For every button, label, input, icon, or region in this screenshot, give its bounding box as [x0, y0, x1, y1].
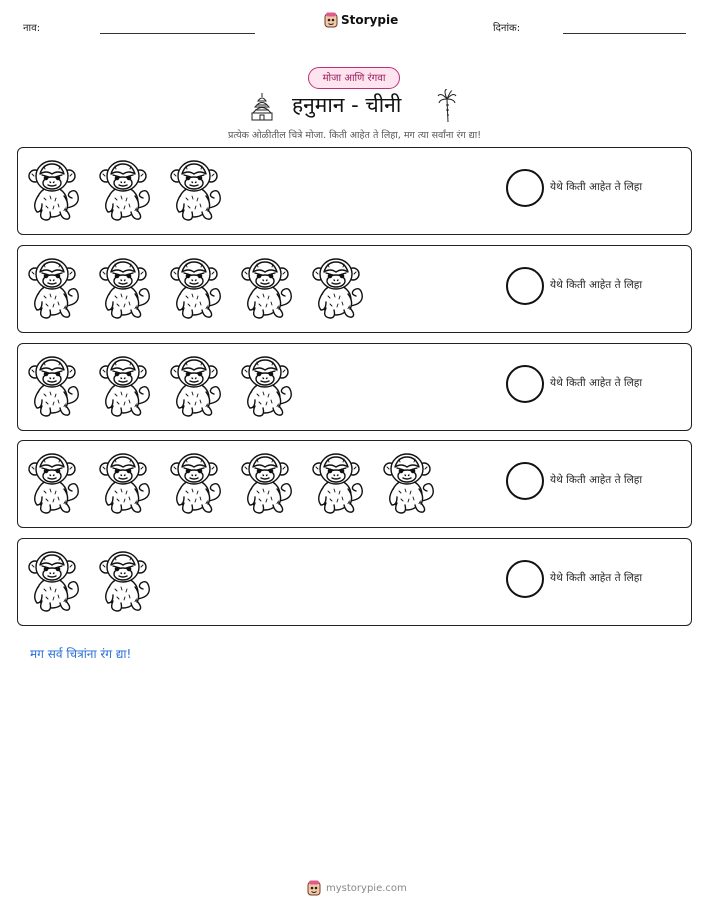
monkey-icon	[170, 156, 227, 222]
page-title: हनुमान - चीनी	[292, 93, 402, 117]
answer-circle[interactable]	[506, 560, 544, 598]
answer-label: येथे किती आहेत ते लिहा	[550, 572, 643, 584]
monkey-group	[28, 254, 369, 320]
date-label: दिनांक:	[493, 23, 521, 34]
answer-circle[interactable]	[506, 267, 544, 305]
instructions: प्रत्येक ओळीतील चित्रे मोजा. किती आहेत ते लिहा, मग त्या सर्वांना रंग द्या!	[227, 130, 482, 141]
monkey-icon	[28, 449, 85, 515]
site-footer	[307, 880, 407, 896]
storypie-logo-icon	[307, 880, 321, 896]
monkey-icon	[170, 352, 227, 418]
site-url[interactable]: mystorypie.com	[326, 882, 407, 894]
name-label: नाव:	[23, 23, 41, 34]
counting-row	[17, 440, 692, 528]
monkey-icon	[241, 449, 298, 515]
answer-circle[interactable]	[506, 365, 544, 403]
counting-row	[17, 147, 692, 235]
monkey-icon	[28, 254, 85, 320]
answer-circle[interactable]	[506, 462, 544, 500]
answer-circle[interactable]	[506, 169, 544, 207]
title-row	[0, 89, 709, 121]
palm-tree-icon	[437, 89, 457, 123]
monkey-icon	[383, 449, 440, 515]
monkey-icon	[99, 547, 156, 613]
monkey-group	[28, 156, 227, 222]
monkey-icon	[28, 352, 85, 418]
monkey-icon	[99, 449, 156, 515]
activity-badge: मोजा आणि रंगवा	[308, 67, 400, 89]
counting-row	[17, 343, 692, 431]
monkey-icon	[312, 449, 369, 515]
counting-row	[17, 245, 692, 333]
monkey-icon	[99, 352, 156, 418]
monkey-icon	[312, 254, 369, 320]
monkey-icon	[28, 547, 85, 613]
logo-text: Storypie	[341, 13, 399, 27]
monkey-icon	[28, 156, 85, 222]
counting-row	[17, 538, 692, 626]
storypie-logo	[324, 12, 398, 28]
monkey-icon	[170, 254, 227, 320]
monkey-group	[28, 449, 440, 515]
answer-label: येथे किती आहेत ते लिहा	[550, 279, 643, 291]
monkey-group	[28, 547, 156, 613]
answer-label: येथे किती आहेत ते लिहा	[550, 377, 643, 389]
monkey-icon	[241, 254, 298, 320]
name-line[interactable]	[100, 33, 255, 34]
monkey-icon	[241, 352, 298, 418]
answer-label: येथे किती आहेत ते लिहा	[550, 181, 643, 193]
storypie-logo-icon	[324, 12, 338, 28]
date-line[interactable]	[563, 33, 686, 34]
monkey-group	[28, 352, 298, 418]
answer-label: येथे किती आहेत ते लिहा	[550, 474, 643, 486]
monkey-icon	[170, 449, 227, 515]
monkey-icon	[99, 156, 156, 222]
temple-icon	[249, 92, 275, 122]
footer-note: मग सर्व चित्रांना रंग द्या!	[30, 647, 132, 661]
monkey-icon	[99, 254, 156, 320]
